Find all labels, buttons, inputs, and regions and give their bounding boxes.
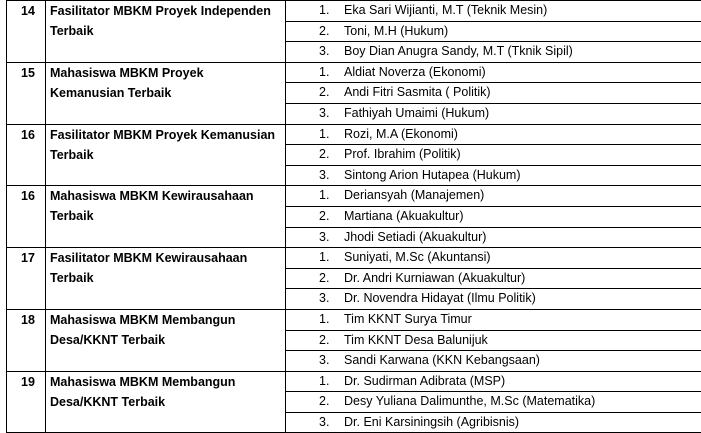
winner-rank: 2. (286, 207, 344, 227)
award-category-cell (46, 62, 286, 124)
winners-cell (286, 62, 701, 124)
winner-rank: 1. (286, 1, 344, 21)
award-table (6, 0, 701, 433)
table-row (7, 62, 701, 124)
award-category: Fasilitator MBKM Proyek Kemanusian Terbaik (50, 125, 281, 165)
winner-item (286, 392, 701, 413)
winner-name: Jhodi Setiadi (Akuakultur) (344, 228, 486, 248)
award-category-cell (46, 124, 286, 186)
winner-name: Sandi Karwana (KKN Kebangsaan) (344, 351, 540, 371)
winner-rank: 2. (286, 331, 344, 351)
table-body (7, 1, 701, 433)
winners-cell (286, 186, 701, 248)
award-category: Fasilitator MBKM Proyek Independen Terbaik (50, 1, 281, 41)
winner-item (286, 125, 701, 146)
winner-name: Deriansyah (Manajemen) (344, 186, 484, 206)
winner-rank: 2. (286, 392, 344, 412)
award-category-cell (46, 309, 286, 371)
winners-cell (286, 371, 701, 433)
winner-rank: 2. (286, 22, 344, 42)
winner-item (286, 310, 701, 331)
winner-name: Dr. Sudirman Adibrata (MSP) (344, 372, 505, 392)
winner-name: Desy Yuliana Dalimunthe, M.Sc (Matematika) (344, 392, 595, 412)
winner-item (286, 207, 701, 228)
winners-cell (286, 1, 701, 63)
table-row (7, 371, 701, 433)
winner-item (286, 413, 701, 433)
winner-rank: 2. (286, 83, 344, 103)
award-category: Fasilitator MBKM Kewirausahaan Terbaik (50, 248, 281, 288)
winner-item (286, 228, 701, 248)
winner-name: Aldiat Noverza (Ekonomi) (344, 63, 486, 83)
winner-name: Sintong Arion Hutapea (Hukum) (344, 166, 520, 186)
winner-name: Fathiyah Umaimi (Hukum) (344, 104, 489, 124)
winner-rank: 3. (286, 104, 344, 124)
winner-item (286, 186, 701, 207)
winners-cell (286, 248, 701, 310)
row-number: 18 (7, 309, 46, 371)
winner-rank: 3. (286, 413, 344, 433)
winner-name: Andi Fitri Sasmita ( Politik) (344, 83, 491, 103)
winner-name: Dr. Novendra Hidayat (Ilmu Politik) (344, 289, 536, 309)
winner-rank: 3. (286, 166, 344, 186)
winner-rank: 2. (286, 145, 344, 165)
winner-name: Tim KKNT Desa Balunijuk (344, 331, 488, 351)
winner-name: Dr. Eni Karsiningsih (Agribisnis) (344, 413, 519, 433)
winner-item (286, 166, 701, 186)
winner-item (286, 1, 701, 22)
winner-rank: 2. (286, 269, 344, 289)
winners-cell (286, 124, 701, 186)
winners-cell (286, 309, 701, 371)
winner-name: Suniyati, M.Sc (Akuntansi) (344, 248, 491, 268)
row-number: 16 (7, 124, 46, 186)
award-category: Mahasiswa MBKM Proyek Kemanusian Terbaik (50, 63, 281, 103)
winner-rank: 3. (286, 289, 344, 309)
winner-item (286, 248, 701, 269)
table-row (7, 186, 701, 248)
winner-rank: 1. (286, 248, 344, 268)
winner-item (286, 145, 701, 166)
winner-rank: 3. (286, 228, 344, 248)
award-category-cell (46, 248, 286, 310)
winner-item (286, 22, 701, 43)
table-row (7, 309, 701, 371)
row-number: 17 (7, 248, 46, 310)
winner-rank: 1. (286, 310, 344, 330)
winner-item (286, 331, 701, 352)
winner-item (286, 83, 701, 104)
winner-rank: 1. (286, 63, 344, 83)
winner-name: Rozi, M.A (Ekonomi) (344, 125, 458, 145)
winner-rank: 3. (286, 42, 344, 62)
winner-name: Prof. Ibrahim (Politik) (344, 145, 461, 165)
award-category: Mahasiswa MBKM Membangun Desa/KKNT Terbaik (50, 310, 281, 350)
winner-name: Boy Dian Anugra Sandy, M.T (Tknik Sipil) (344, 42, 573, 62)
row-number: 15 (7, 62, 46, 124)
winner-rank: 3. (286, 351, 344, 371)
winner-name: Martiana (Akuakultur) (344, 207, 464, 227)
award-category: Mahasiswa MBKM Membangun Desa/KKNT Terbaik (50, 372, 281, 412)
row-number: 14 (7, 1, 46, 63)
winner-rank: 1. (286, 186, 344, 206)
award-category-cell (46, 186, 286, 248)
winner-item (286, 63, 701, 84)
winner-rank: 1. (286, 372, 344, 392)
winner-rank: 1. (286, 125, 344, 145)
winner-name: Dr. Andri Kurniawan (Akuakultur) (344, 269, 525, 289)
row-number: 16 (7, 186, 46, 248)
winner-item (286, 372, 701, 393)
winner-item (286, 104, 701, 124)
award-category-cell (46, 1, 286, 63)
winner-item (286, 269, 701, 290)
award-category-cell (46, 371, 286, 433)
row-number: 19 (7, 371, 46, 433)
winner-item (286, 351, 701, 371)
winner-item (286, 289, 701, 309)
winner-name: Toni, M.H (Hukum) (344, 22, 448, 42)
winner-name: Eka Sari Wijianti, M.T (Teknik Mesin) (344, 1, 547, 21)
award-category: Mahasiswa MBKM Kewirausahaan Terbaik (50, 186, 281, 226)
table-row (7, 248, 701, 310)
winner-name: Tim KKNT Surya Timur (344, 310, 472, 330)
table-row (7, 124, 701, 186)
table-row (7, 1, 701, 63)
winner-item (286, 42, 701, 62)
